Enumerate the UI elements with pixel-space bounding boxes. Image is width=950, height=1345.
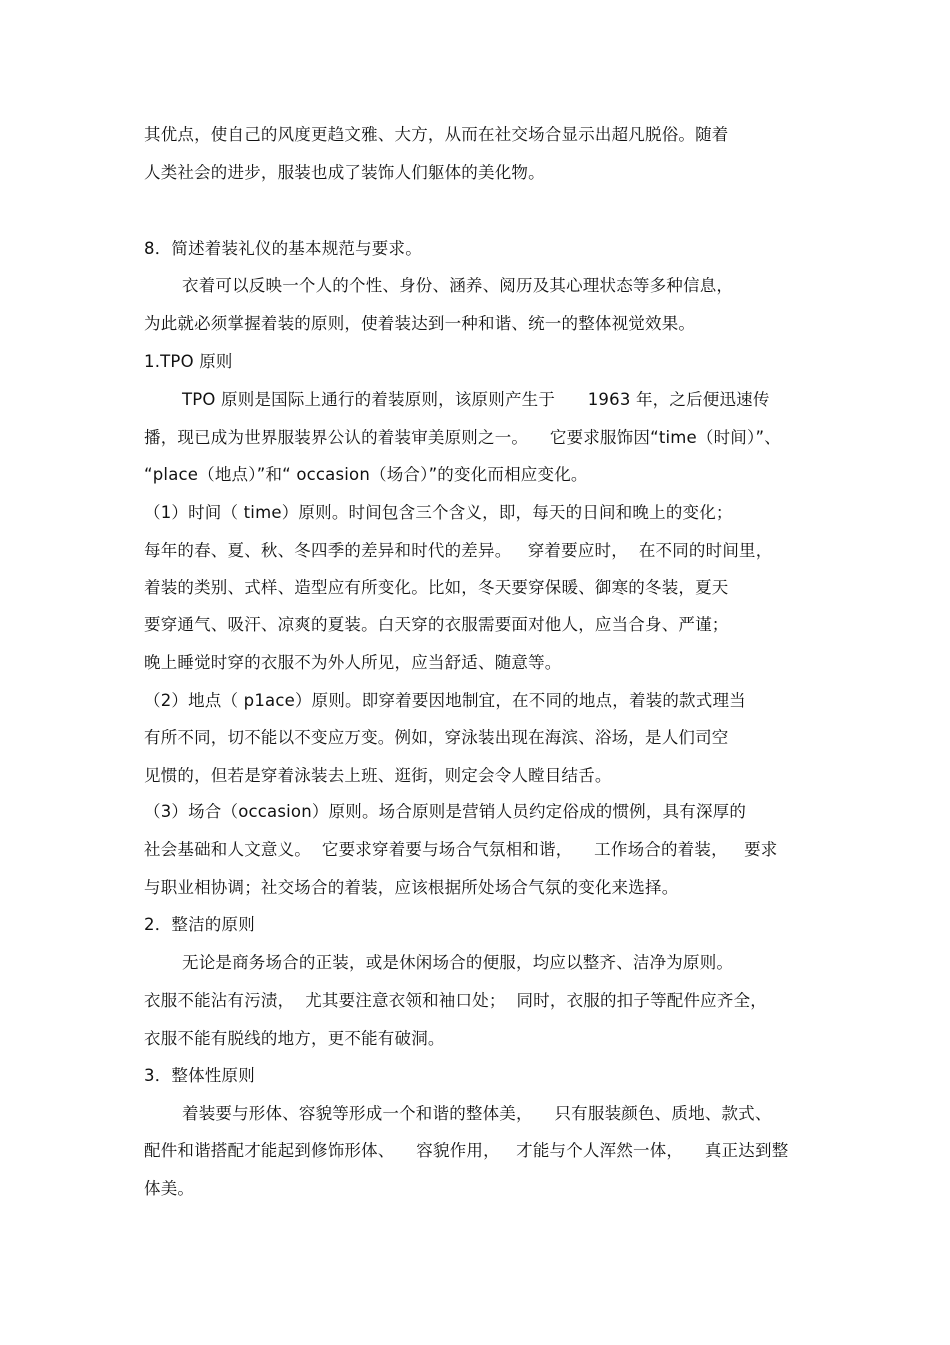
paragraph-line: 播，现已成为世界服装界公认的着装审美原则之一。 它要求服饰因“time（时间）”、 (144, 428, 781, 447)
section-heading-wholeness: 3．整体性原则 (144, 1066, 255, 1085)
paragraph-line: 有所不同，切不能以不变应万变。例如，穿泳装出现在海滨、浴场，是人们司空 (144, 728, 729, 747)
paragraph-line: 社会基础和人文意义。 它要求穿着要与场合气氛相和谐， 工作场合的着装， 要求 (144, 840, 778, 859)
paragraph-line: 每年的春、夏、秋、冬四季的差异和时代的差异。 穿着要应时， 在不同的时间里， (144, 541, 773, 560)
paragraph-line: 人类社会的进步，服装也成了装饰人们躯体的美化物。 (144, 163, 545, 182)
paragraph-line: 为此就必须掌握着装的原则，使着装达到一种和谐、统一的整体视觉效果。 (144, 314, 696, 333)
paragraph-line: 衣着可以反映一个人的个性、身份、涵养、阅历及其心理状态等多种信息， (182, 276, 734, 295)
paragraph-line: 衣服不能有脱线的地方，更不能有破洞。 (144, 1029, 445, 1048)
paragraph-line: 与职业相协调；社交场合的着装，应该根据所处场合气氛的变化来选择。 (144, 878, 679, 897)
paragraph-line: 着装要与形体、容貌等形成一个和谐的整体美， 只有服装颜色、质地、款式、 (182, 1104, 772, 1123)
paragraph-line: 见惯的，但若是穿着泳装去上班、逛街，则定会令人瞠目结舌。 (144, 766, 612, 785)
paragraph-line: “place（地点）”和“ occasion（场合）”的变化而相应变化。 (144, 465, 588, 484)
paragraph-line: 无论是商务场合的正装，或是休闲场合的便服，均应以整齐、洁净为原则。 (182, 953, 734, 972)
paragraph-line: 要穿通气、吸汗、凉爽的夏装。白天穿的衣服需要面对他人，应当合身、严谨； (144, 615, 729, 634)
paragraph-line: TPO 原则是国际上通行的着装原则，该原则产生于 1963 年，之后便迅速传 (182, 390, 770, 409)
paragraph-line: 衣服不能沾有污渍， 尤其要注意衣领和袖口处； 同时，衣服的扣子等配件应齐全， (144, 991, 767, 1010)
paragraph-line: 体美。 (144, 1179, 195, 1198)
paragraph-line: 配件和谐搭配才能起到修饰形体、 容貌作用， 才能与个人浑然一体， 真正达到整 (144, 1141, 789, 1160)
paragraph-line: （1）时间（ time）原则。时间包含三个含义，即，每天的日间和晚上的变化； (144, 503, 733, 522)
section-heading-cleanliness: 2．整洁的原则 (144, 915, 255, 934)
section-heading-tpo: 1.TPO 原则 (144, 352, 233, 371)
paragraph-line: 着装的类别、式样、造型应有所变化。比如，冬天要穿保暖、御寒的冬装，夏天 (144, 578, 729, 597)
paragraph-line: （2）地点（ p1ace）原则。即穿着要因地制宜，在不同的地点，着装的款式理当 (144, 691, 746, 710)
question-heading: 8．简述着装礼仪的基本规范与要求。 (144, 239, 422, 258)
paragraph-line: 其优点，使自己的风度更趋文雅、大方，从而在社交场合显示出超凡脱俗。随着 (144, 125, 729, 144)
paragraph-line: 晚上睡觉时穿的衣服不为外人所见，应当舒适、随意等。 (144, 653, 562, 672)
paragraph-line: （3）场合（occasion）原则。场合原则是营销人员约定俗成的惯例，具有深厚的 (144, 802, 747, 821)
